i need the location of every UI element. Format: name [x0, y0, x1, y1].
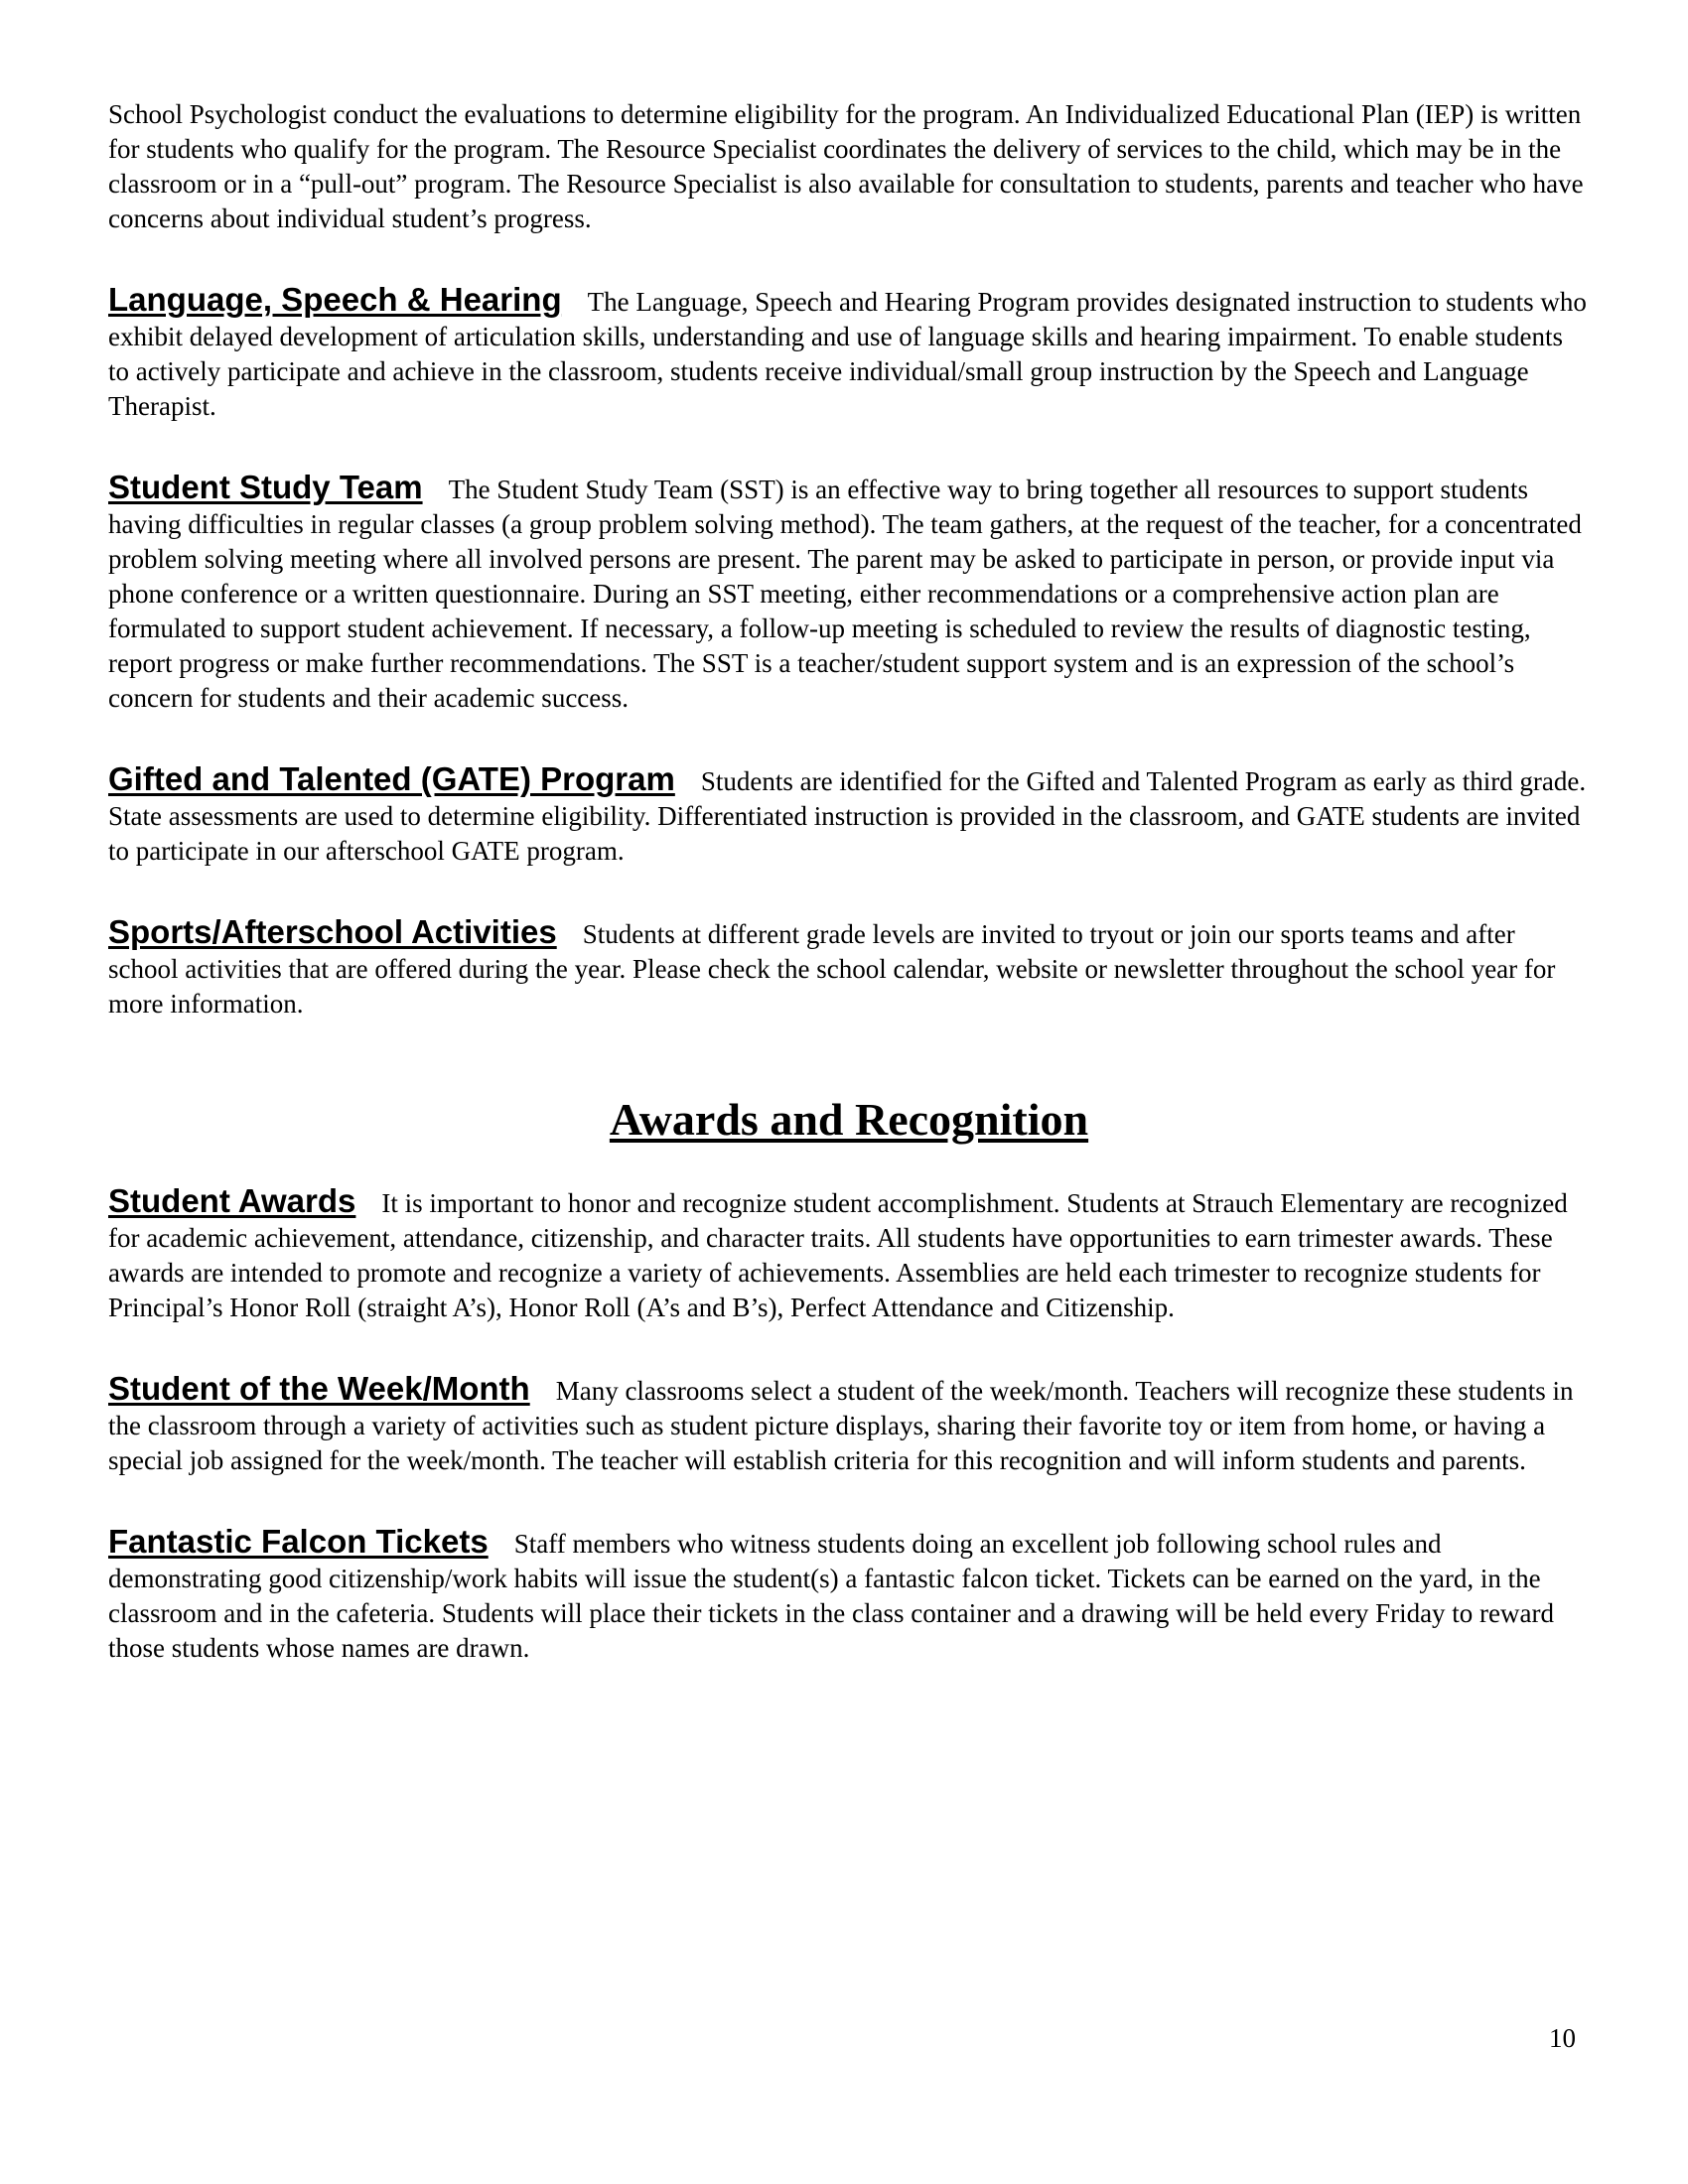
section-body: The Student Study Team (SST) is an effective way to bring together all resources to support students having difficulties in regular classes (a group problem solving method). The team gathers, at the request of the teacher, for a concentrated problem solving meeting where all involved persons are present. The parent may be asked to participate in person, or provide input via phone conference or a written questionnaire. During an SST meeting, either recommendations or a comprehensive action plan are formulated to support student achievement. If necessary, a follow-up meeting is scheduled to review the results of diagnostic testing, report progress or make further recommendations. The SST is a teacher/student support system and is an expression of the school’s concern for students and their academic success.	[108, 475, 1582, 713]
section-body: It is important to honor and recognize student accomplishment. Students at Strauch Elementary are recognized for academic achievement, attendance, citizenship, and character traits. All students have opportunities to earn trimester awards. These awards are intended to promote and recognize a variety of achievements. Assemblies are held each trimester to recognize students for Principal’s Honor Roll (straight A’s), Honor Roll (A’s and B’s), Perfect Attendance and Citizenship.	[108, 1188, 1568, 1322]
intro-paragraph: School Psychologist conduct the evaluations to determine eligibility for the program. An Individualized Educational Plan (IEP) is written for students who qualify for the program. The Resource Specialist coordinates the delivery of services to the child, which may be in the classroom or in a “pull-out” program. The Resource Specialist is also available for consultation to students, parents and teacher who have concerns about individual student’s progress.	[108, 99, 1584, 233]
section-heading: Student of the Week/Month	[108, 1370, 530, 1407]
awards-title: Awards and Recognition	[609, 1094, 1089, 1145]
section-falcon-tickets	[108, 1524, 1590, 1666]
section-body: Students are identified for the Gifted and Talented Program as early as third grade. State assessments are used to determine eligibility. Differentiated instruction is provided in the classroom, and GATE students are invited to participate in our afterschool GATE program.	[108, 766, 1587, 866]
section-student-awards	[108, 1183, 1590, 1325]
section-heading: Sports/Afterschool Activities	[108, 913, 557, 950]
section-heading: Student Awards	[108, 1182, 356, 1219]
section-sports-afterschool	[108, 914, 1590, 1022]
section-body: Many classrooms select a student of the week/month. Teachers will recognize these students in the classroom through a variety of activities such as student picture displays, sharing their favorite toy or item from home, or having a special job assigned for the week/month. The teacher will establish criteria for this recognition and will inform students and parents.	[108, 1376, 1574, 1475]
section-heading: Student Study Team	[108, 469, 423, 505]
section-language-speech-hearing	[108, 282, 1590, 424]
section-heading: Fantastic Falcon Tickets	[108, 1523, 489, 1560]
document-page	[108, 97, 1590, 1666]
section-body: Staff members who witness students doing an excellent job following school rules and demonstrating good citizenship/work habits will issue the student(s) a fantastic falcon ticket. Tickets can be earned on the yard, in the classroom and in the cafeteria. Students will place their tickets in the class container and a drawing will be held every Friday to reward those students whose names are drawn.	[108, 1529, 1555, 1663]
section-heading: Language, Speech & Hearing	[108, 281, 562, 318]
page-number: 10	[1549, 2023, 1576, 2053]
section-student-of-week	[108, 1371, 1590, 1478]
section-heading: Gifted and Talented (GATE) Program	[108, 760, 675, 797]
section-gate-program	[108, 761, 1590, 869]
section-body: Students at different grade levels are invited to tryout or join our sports teams and after school activities that are offered during the year. Please check the school calendar, website or newsletter throughout the school year for more information.	[108, 919, 1556, 1019]
section-student-study-team	[108, 470, 1590, 716]
section-body: The Language, Speech and Hearing Program provides designated instruction to students who exhibit delayed development of articulation skills, understanding and use of language skills and hearing impairment. To enable students to actively participate and achieve in the classroom, students receive individual/small group instruction by the Speech and Language Therapist.	[108, 287, 1587, 421]
